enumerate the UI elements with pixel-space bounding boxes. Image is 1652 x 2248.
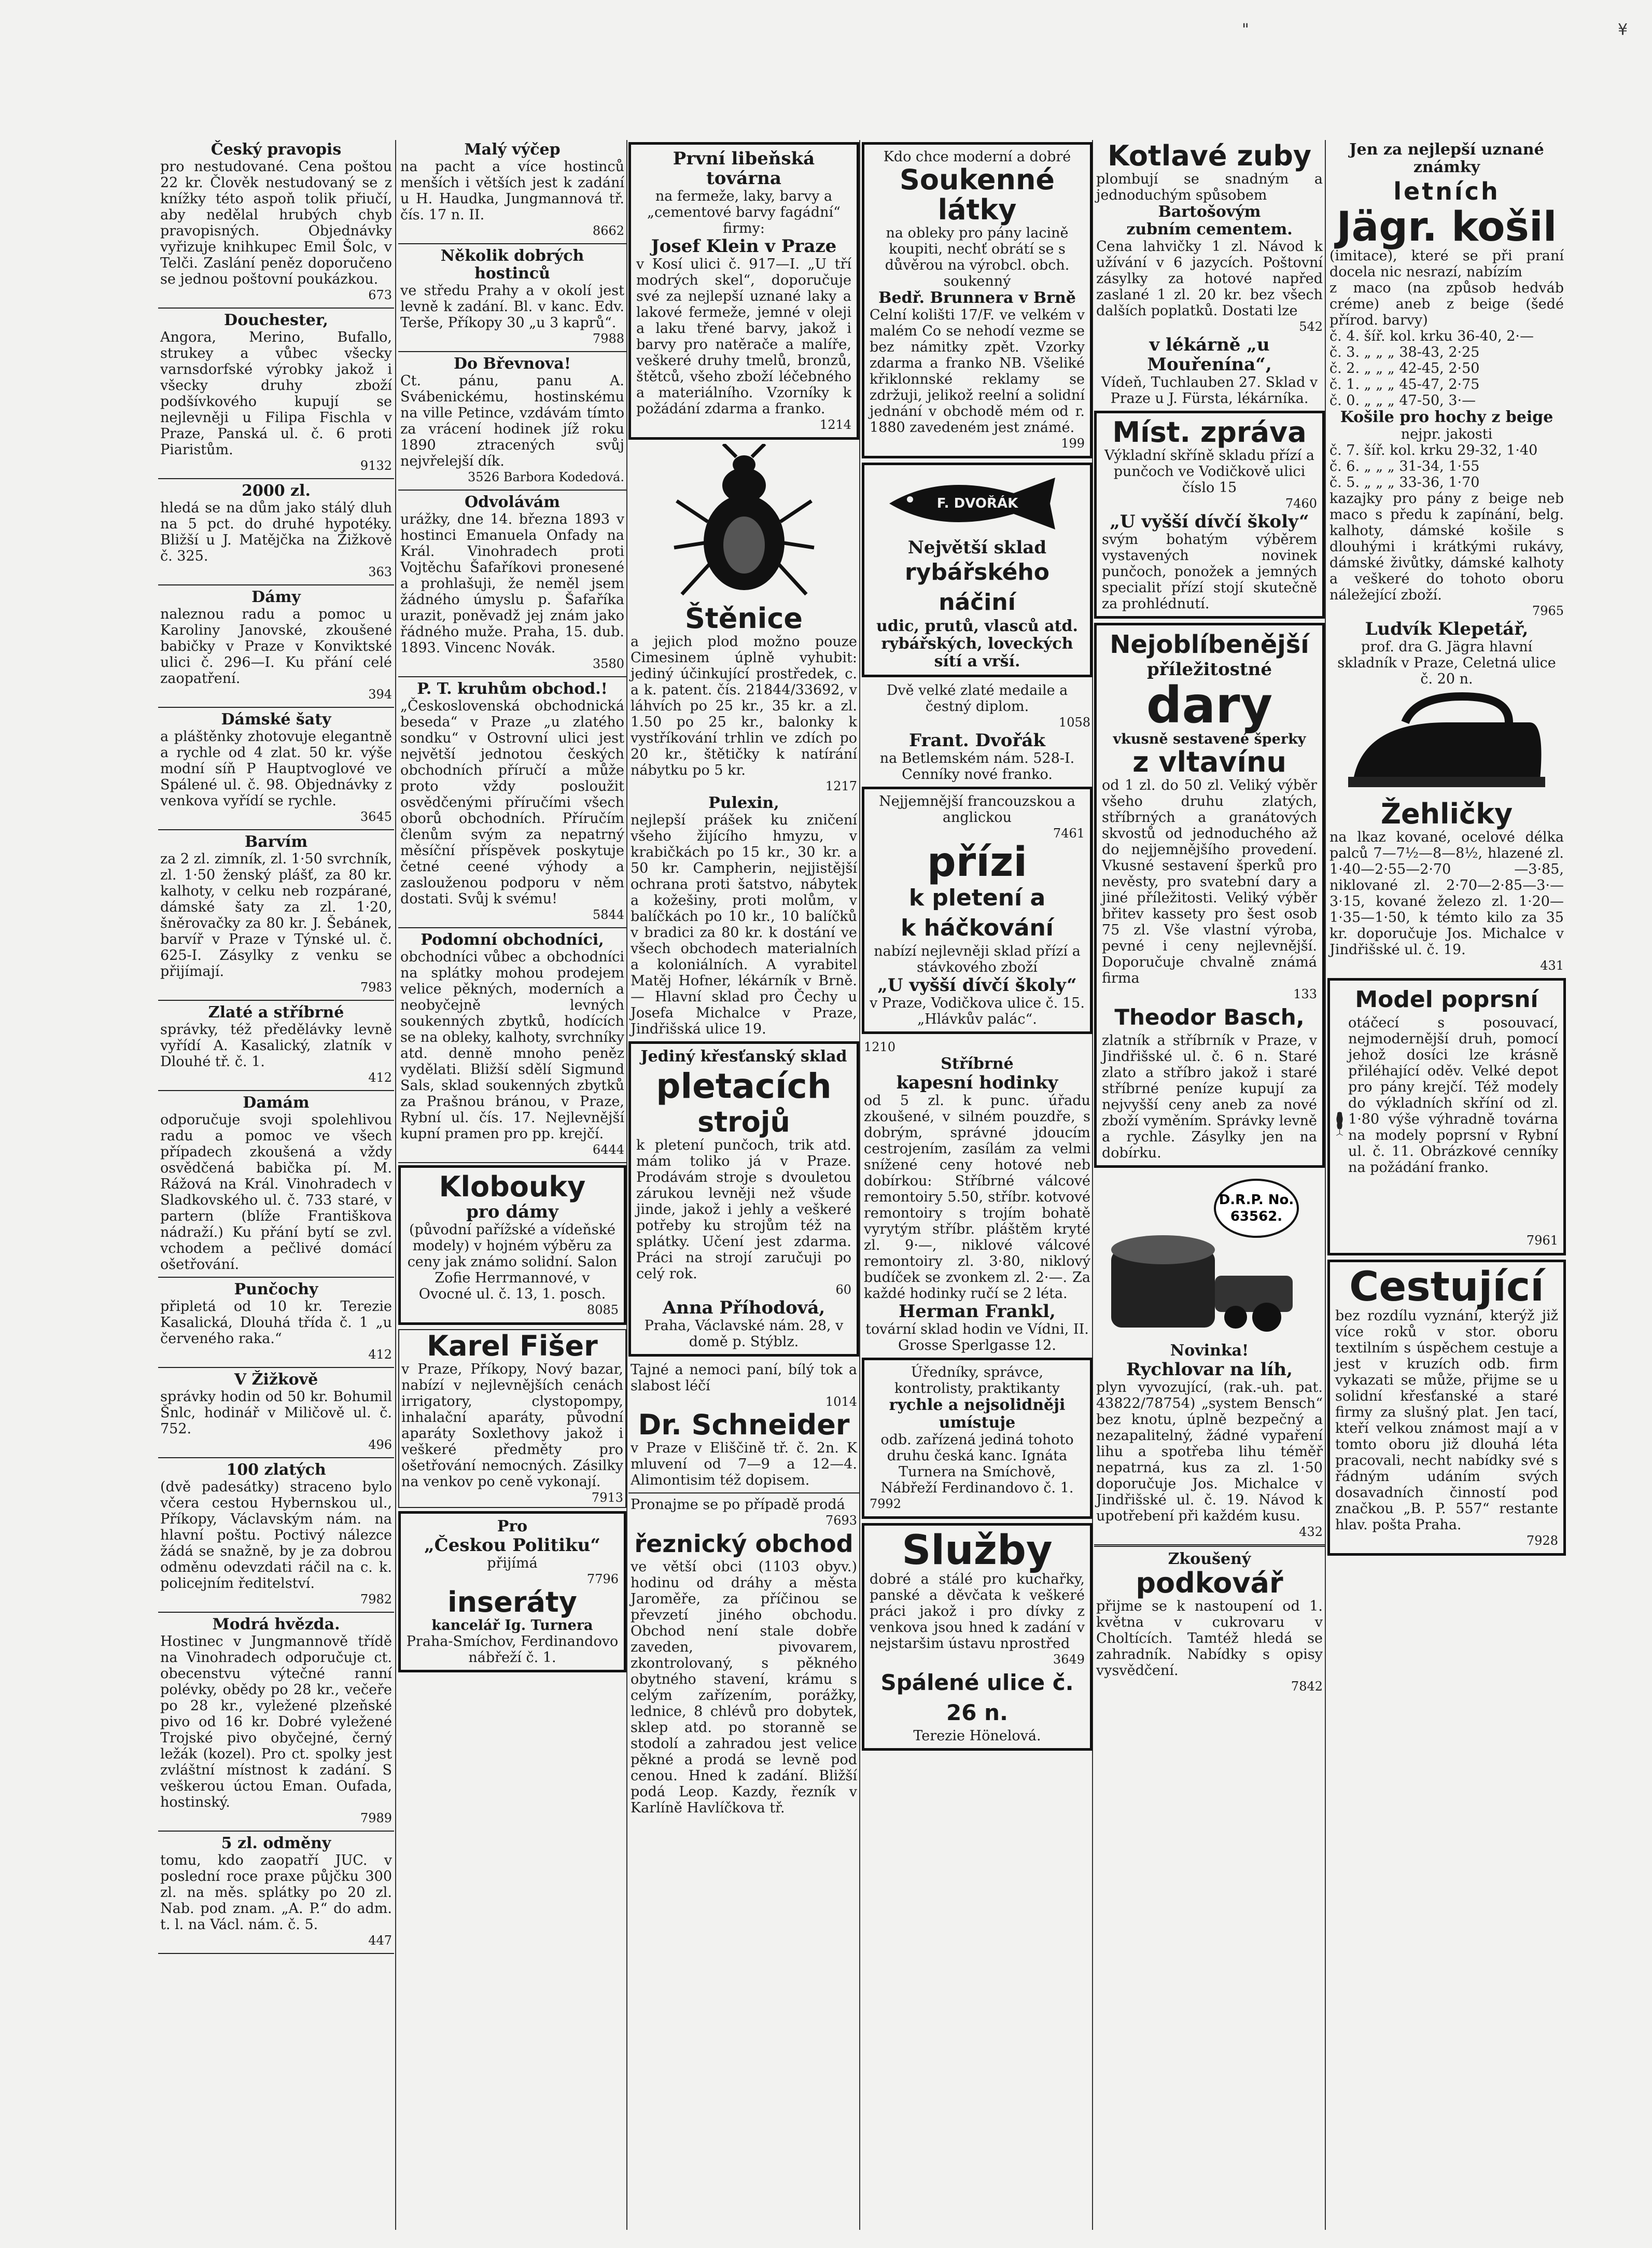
ad-title: Spálené ulice č. 26 n. [880,1670,1074,1725]
ad-body: správky hodin od 50 kr. Bohumil Šnlc, hodinář v Miličově ul. č. 752. [160,1389,392,1437]
ad-title: k pletení a [908,885,1046,911]
price-row: č. 2. „ „ „ 42-45, 2·50 [1329,360,1480,376]
ad-body: na fermeže, laky, barvy a „cementové barvy fagádní“ firmy: [647,188,841,236]
ad-title: dary [1146,676,1273,734]
ad-body: (imitace), které se při praní docela nic nesrazí, nabízím [1329,248,1564,280]
ad-body: ve větší obci (1103 obyv.) hodinu od dráhy a města Jaroměře, za příčinou se převzetí jiného obchodu. Obchod není stale dobře zaveden, pivovarem, zkontrolovaný, s pěkného obytného stavení, krámu s celým zařízením, porážky, lednice, 8 chlévů pro dobytek, sklep atd. po storanně se stodolí a zahradou jest velice pěkné a prodá se levně pod cenou. Hned k zadání. Bližší podá Leop. Kazdy, řezník v Karlíně Havlíčkova tř. [631,1559,857,1816]
price-row: č. 7. šíř. kol. krku 29-32, 1·40 [1329,442,1538,458]
ad-body: v Praze v Eliščině tř. č. 2n. K mluvení od 7—9 a 12—4. Alimontisim též dopisem. [631,1440,857,1488]
ad-dary [1094,623,1325,1168]
ad-number: 431 [1540,958,1564,973]
classified-ad [158,832,394,997]
ad-body: ve středu Prahy a v okolí jest levně k zadání. Bl. v kanc. Edv. Terše, Příkopy 30 „u 3 kaprů“. [400,283,624,331]
ad-body: na pacht a více hostinců menších i větších jest k zadání u H. Haudka, Jungmannová tř. čís. 17 n. II. [400,159,624,223]
price-list [1329,442,1564,491]
ad-body: Hostinec v Jungmannově třídě na Vinohradech odporučuje ct. obecenstvu výtečné ranní polévky, obědy po 28 kr., večeře po 28 kr., vyležené plzeňské pivo od 16 kr. Dobré vyležené Trojské pivo obyčejné, černý ležák (kozel). Pro ct. spolky jest zvláštní místnost k zadání. S veškerou úctou Eman. Oufada, hostinský. [160,1633,392,1810]
ad-prizi [862,787,1093,1034]
ad-body: připletá od 10 kr. Terezie Kasalická, Dlouhá třída č. 1 „u červeného raka.“ [160,1298,392,1347]
ad-number: 8662 [592,224,624,238]
ad-body: Úředníky, správce, kontrolisty, praktikanty [894,1364,1060,1397]
ad-reznicky-obchod [628,1496,859,1817]
ad-body: Cena lahvičky 1 zl. Návod k užívání v 6 jazycích. Poštovní zásylky za hotové napřed zaslané 1 zl. 20 kr. bez všech dalších poplatků. Dostati lze [1096,239,1323,319]
ad-model-poprsni [1327,978,1566,1255]
ad-number: 3526 Barbora Kodedová. [468,470,624,484]
ad-title: přízi [927,839,1028,886]
separator [158,1831,394,1832]
classified-ad [158,481,394,581]
price-list [1329,328,1564,409]
ad-title: Damám [243,1094,310,1112]
ad-number: 394 [368,687,392,702]
separator [158,478,394,479]
price-row: č. 3. „ „ „ 38-43, 2·25 [1329,344,1480,360]
ad-address: v Praze, Vodičkova ulice č. 15. „Hlávkův palác“. [870,995,1085,1027]
ad-subtitle: pro dámy [466,1202,558,1222]
ad-title: Míst. zpráva [1112,416,1307,449]
ad-title: Malý výčep [464,141,561,159]
ad-body: a jejich plod možno pouze Cimesinem úplně vyhubit: jediný účinkující prostředek, c. a k. patent. čís. 21844/33692, v láhvích po 25 kr., 35 kr. a zl. 1.50 po 25 kr., balonky k vystříkování trhlin ve zdích po 20 kr., štětičky k natírání nábytku po 5 kr. [631,634,857,778]
ad-title: kapesní hodinky [896,1072,1058,1093]
ad-body: obchodníci vůbec a obchodníci na splátky mohou prodejem velice pěkných, moderních a neobyčejně levných soukenných zbytků, hodících se na obleky, kalhoty, svrchníky atd. denně mnoho peněz vydělati. Bližší sdělí Sigmund Sals, sklad soukenných zbytků za Prašnou bránou, v Praze, Rybní ul. čís. 17. Nejlevnější kupní pramen pro pp. krejčí. [400,949,624,1142]
ad-body: Tajné a nemoci paní, bílý tok a slabost léčí [631,1362,857,1394]
ad-number: 1217 [825,779,857,793]
classified-ad [398,354,626,486]
ad-body: „Československá obchodnická beseda“ v Praze „u zlatého sondku“ v Ostrovní ulici jest největší jednotou českých obchodních příručí a může proto vždy posloužit osvědčenými příručími všech oborů obchodních. Příručím členům svým za nepatrný měsíční příspěvek poskytuje četné ceené výhody a zaslouženou podporu v něm dostati. Svůj k svému! [400,698,624,907]
ad-number: 9132 [360,458,392,473]
ad-body: pro nestudované. Cena poštou 22 kr. Člověk nestudovaný se z knížky této aspoň tolik přiučí, aby nedělal hrubých chyb pravopisných. Objednávky vyřizuje knihkupec Emil Šolc, v Telči. Zaslání peněz doporučeno se jednou poštovní poukázkou. [160,159,392,287]
ad-body: přijímá [487,1555,538,1571]
ad-body: a pláštěnky zhotovuje elegantně a rychle od 4 zlat. 50 kr. výše modní síň P Hauptvoglové ve Spálené ul. č. 98. Objednávky z venkova vyřídí se rychle. [160,729,392,809]
ad-body: urážky, dne 14. března 1893 v hostinci Emanuela Onfady na Král. Vinohradech proti Vojtěchu Šafaříkovi pronesené a prohlašuji, že neměl jsem žádného úmyslu p. Šafaříka urazit, poněvadž jej znám jako řádného muže. Praha, 15. dub. 1893. Vincenc Novák. [400,511,624,656]
ad-name: Herman Frankl, [899,1301,1056,1322]
ad-body: na obleky pro pány lacině koupiti, nechť obrátí se s důvěrou na výrobcl. obch. soukenný [885,225,1070,289]
separator [158,829,394,830]
ad-klobouky [398,1165,626,1325]
ad-number: 7965 [1532,604,1564,618]
ad-title: První libeňská továrna [673,148,815,189]
separator [158,707,394,708]
classified-ad [158,311,394,475]
ad-body: odb. zařízená jediná tohoto druhu česká kanc. Ignáta Turnera na Smíchově, Nábřeží Ferdinandovo č. 1. [880,1432,1074,1496]
ad-body: kancelář Ig. Turnera [431,1617,593,1633]
stamp-text: 63562. [1230,1209,1282,1224]
price-row: č. 5. „ „ „ 33-36, 1·70 [1329,474,1480,491]
ad-title: Soukenné látky [899,163,1055,226]
column-rule [395,140,396,2230]
ad-body: (původní pařížské a vídeňské modely) v hojném výběru za ceny jak známo solidní. Salon Zofie Herrmannové, v Ovocné ul. č. 13, 1. posch. [407,1222,618,1302]
ad-title: Zkoušený [1168,1550,1251,1568]
ad-number: 133 [1293,987,1317,1001]
ad-soukenne-latky [862,142,1093,458]
ad-body: od 1 zl. do 50 zl. Veliký výběr všeho druhu zlatých, stříbrných a granátových skvostů od jednoduchého až do nejjemnějšího provedení. Vkusné sestavení šperků pro nevěsty, pro svatební dary a jiné příležitosti. Veliký výběr břitev kassety pro šest osob 75 zl. Vše vlastní výroba, pevné i ceny nejlevnější. Doporučuje chvalně známá firma [1102,777,1317,986]
column-3 [628,140,859,2230]
ad-jager-kosile [1327,140,1566,688]
ad-podkovar [1094,1549,1325,1696]
ad-body: v Praze, Příkopy, Nový bazar, nabízí v nejlevnějších cenách irrigatory, clystopompy, inhalační aparáty, původní aparáty Soxlethovy jakož i veškeré předměty pro ošetřování nemocných. Zásilky na venkov po ceně vykonají. [401,1361,623,1490]
ad-dvorak [862,681,1093,784]
ad-body: dobré a stálé pro kuchařky, panské a děvčata k veškeré práci jakož i pro dívky z venkova jsou hned k zadání v nejstaršim ústavu nprostřed [870,1571,1085,1652]
ad-name: Ludvík Klepetář, [1365,619,1529,639]
classified-ad [158,1460,394,1609]
ad-number: 7796 [586,1572,619,1586]
edge-mark: " [1242,21,1249,39]
ad-body: nejpr. jakosti [1401,426,1493,442]
ad-title: Do Břevnova! [453,355,571,373]
ad-content [1335,1015,1558,1233]
ad-body: v Kosí ulici č. 917—I. „U tří modrých skel“, doporučuje své za nejlepší uznané laky a lakové fermeže, jemné v oleji a laku třené barvy, jakož i barvy pro natěrače a malíře, veškeré druhy tmelů, bronzů, štětců, všeho zboží léčebného a materiálního. Vzorníky k požádání zdarma a franko. [636,256,851,417]
ad-body: naleznou radu a pomoc u Karoliny Janovské, zkoušené babičky v Praze v Konviktské ulici č. 296—I. Ku přání celé zaopatření. [160,606,392,687]
column-rule [626,140,627,2230]
ad-body: od 5 zl. k punc. úřadu zkoušené, v silném pouzdře, s dobrým, správné jdoucím cestrojením, zasílám za velmi snížené ceny hotové neb dobírkou: Stříbrné válcové remontoiry 5.50, stříbr. kotvové remontoiry s trojím bohatě vyrytým stříbr. pláštěm kryté zl. 9·—, niklové válcové remontoiry zl. 3·80, niklový budíček se zvonkem zl. 2·—. Za každé hodinky ručí se 2 léta. [864,1093,1090,1302]
edge-mark: ¥ [1618,21,1628,39]
ad-number: 7961 [1526,1233,1558,1248]
ad-subtitle: Košile pro hochy z beige [1340,408,1553,426]
ad-body: k pletení punčoch, trik atd. mám toliko já v Praze. Prodávám stroje s dvouletou zárukou levněji než všude jinde, jakož i jehly a veškeré potřeby ku strojům též na splátky. Učení jest zdarma. Práci na strojí zaručuji po celý rok. [636,1137,851,1282]
column-rule [1325,140,1326,2230]
separator [398,351,626,352]
ad-title: Největší sklad [907,537,1047,558]
separator [158,1953,394,1954]
separator [398,490,626,491]
ad-number: 199 [1061,436,1085,451]
ad-schneider [628,1361,859,1489]
ad-mistni-zprava [1094,411,1325,619]
ad-title: z vltavínu [1132,746,1286,778]
classified-ad [398,493,626,673]
ad-body: svým bohatým výběrem vystavených novinek punčoch, ponožek a jemných specialit přízí stojí skutečně za prohlédnutí. [1102,532,1317,612]
ad-cestujici [1327,1260,1566,1556]
ad-number: 412 [368,1070,392,1085]
ad-title: Rychlovar na líh, [1126,1359,1293,1380]
dress-form-illustration [1335,1015,1344,1233]
ad-title-big: pletacích [656,1066,832,1106]
ad-name: zubním cementem. [1126,220,1293,239]
ad-body: Angora, Merino, Bufallo, strukey a vůbec všecky varnsdorfské výrobky jakož i všecky druhy zboží podšívkového kupují se nejlevněji u Filipa Fischla v Praze, Panská ul. č. 6 proti Piaristům. [160,329,392,458]
column-2 [398,140,626,2230]
ad-title: k háčkování [901,915,1054,941]
ad-name: Frant. Dvořák [908,730,1045,751]
ad-address: Vídeň, Tuchlauben 27. Sklad v Praze u J. Fürsta, lékárníka. [1101,374,1318,407]
ad-name: Anna Příhodová, [662,1297,825,1318]
ad-title: Modrá hvězda. [212,1615,340,1633]
ad-title: Pulexin, [708,794,779,812]
ad-number: 363 [368,565,392,579]
ad-sluzby [862,1523,1093,1751]
ad-title: rychle a nejsolidněji umístuje [889,1396,1066,1432]
ad-title: Barvím [244,833,308,851]
ad-title: 2000 zl. [242,482,311,500]
ad-title: Douchester, [224,311,328,329]
ad-title: Punčochy [234,1280,318,1298]
classified-ad [398,679,626,924]
ad-number: 5844 [592,907,624,922]
ad-title-inseraty: inseráty [447,1586,577,1618]
ad-number: 7982 [360,1592,392,1607]
ad-number: 3649 [1053,1652,1085,1667]
ad-number: 673 [368,288,392,302]
price-row: č. 0. „ „ „ 47-50, 3·— [1329,393,1476,409]
ad-body: za 2 zl. zimník, zl. 1·50 svrchník, zl. 1·50 ženský plášť, za 80 kr. kalhoty, v celku neb rozpárané, dámské šaty za zl. 1·20, šněrovačky za 80 kr. J. Šebánek, barvíř v Praze v Týnské ul. č. 625-I. Zásylky z venku se přijímají. [160,851,392,980]
ad-body: udic, prutů, vlasců atd. rybářských, loveckých sítí a vrší. [876,617,1078,671]
ad-title: Klobouky [439,1170,586,1203]
ad-title: Český pravopis [211,141,342,159]
ad-title: 100 zlatých [226,1461,326,1479]
separator [158,308,394,309]
ad-address: prof. dra G. Jägra hlavní skladník v Praze, Celetná ulice č. 20 n. [1337,639,1556,687]
ad-title: Žehličky [1380,798,1513,830]
ad-name: Bartošovým [1158,203,1261,221]
ad-uradnici [862,1358,1093,1519]
ad-title: Pro [497,1517,528,1535]
ad-title: 5 zl. odměny [221,1834,331,1852]
ad-number: 7983 [360,980,392,995]
separator [158,1090,394,1091]
ad-title: příležitostné [1147,659,1272,680]
ad-stenice [628,603,859,1038]
ad-title: rybářského náčiní [905,559,1049,616]
ad-number: 3645 [360,809,392,824]
ad-title: Model poprsní [1355,986,1538,1013]
ad-number: 542 [1299,319,1323,334]
ad-title: letních [1393,177,1500,205]
ad-number: 447 [368,1933,392,1948]
ad-number: 7460 [1285,496,1317,511]
price-row: č. 1. „ „ „ 45-47, 2·75 [1329,376,1480,393]
ad-number: 1214 [819,417,851,432]
ad-address: tovární sklad hodin ve Vídni, II. Grosse Sperlgasse 12. [865,1321,1089,1353]
ad-klein [628,142,859,440]
ad-title: Několik dobrých hostinců [440,247,584,283]
ad-title-big: strojů [697,1106,790,1138]
ad-zehlicky [1327,798,1566,975]
ad-address: zlatník a stříbrník v Praze, v Jindřišské ul. č. 6 n. Staré zlato a stříbro jakož i staré stříbrné peníze kupují za nejvyšší ceny aneb za nové zboží vyměním. Správky levně a rychle. Zásylky jen na dobírku. [1102,1032,1317,1161]
ad-body: Celní kolišti 17/F. ve velkém v malém Co se nehodí vezme se bez námitky zpět. Vzorky zdarma a franko NB. Všeliké křiklonnské reklamy se zdržuji, jelikož reelní a solidní jednání v obchodě mém od r. 1880 zavedeném jest známé. [870,307,1085,436]
fish-illustration [879,472,1076,535]
ad-body: Ct. pánu, panu A. Svábenickému, hostinskému na ville Petince, vzdávám tímto za vrácení hodinek jíž roku 1890 ztracených svůj nejvřelejší dík. [400,373,624,469]
classified-ad [398,140,626,240]
ad-body: plyn vyvozující, (rak.-uh. pat. 43822/78754) „system Bensch“ bez knotu, úplně bezpečný a nezapalitelný, žádné vypaření lihu a spotřeba lihu téměř nepatrná, kus za zl. 1·50 doporučuje Jos. Michalce v Jindřišské ul. č. 19. Návod k upotřebení při každém kusu. [1096,1379,1323,1524]
ad-body: Výkladní skříně skladu přízí a punčoch ve Vodičkově ulici číslo 15 [1104,448,1314,496]
separator [158,1367,394,1368]
ad-body: hledá se na dům jako stálý dluh na 5 pct. do druhé hypotéky. Bližší u J. Matějčka na Žižkově č. 325. [160,500,392,564]
ad-hodinky [862,1038,1093,1355]
column-5 [1094,140,1325,2230]
ad-number: 6444 [592,1142,624,1157]
ad-body: tomu, kdo zaopatří JUC. v poslední roce praxe půjčku 300 zl. na měs. splátky po 20 zl. Nab. pod znam. „A. P.“ do adm. t. l. na Václ. nám. č. 5. [160,1852,392,1933]
ad-body: Kdo chce moderní a dobré [883,149,1071,165]
ad-body: nabízí nejlevněji sklad přízí a stávkového zboží [874,943,1081,975]
ad-title: P. T. kruhům obchod.! [417,680,608,698]
ad-title: Odvolávám [465,493,560,511]
ad-number: 7992 [870,1497,902,1511]
ad-number: 7989 [360,1811,392,1825]
ad-name: Josef Klein v Praze [651,236,837,257]
classified-ad [158,710,394,826]
classified-ad [158,588,394,704]
ad-number: 60 [835,1282,851,1297]
iron-illustration [1343,691,1550,795]
classified-ad [398,246,626,348]
ad-title: Cestující [1349,1264,1544,1310]
ad-title: Jen za nejlepší uznané známky [1349,141,1544,176]
separator [398,1162,626,1163]
separator [158,1612,394,1613]
ad-title: Stříbrné [941,1055,1014,1073]
ad-title: řeznický obchod [634,1530,853,1558]
separator [158,1457,394,1458]
ad-ceska-politika [398,1511,626,1672]
ad-number: 7842 [1291,1679,1323,1694]
ad-title: Dámské šaty [221,710,331,729]
classified-ad [158,1003,394,1087]
ad-name: Bedř. Brunnera v Brně [878,289,1076,307]
ad-kotlave-zuby [1094,140,1325,408]
ad-fiser [398,1329,626,1508]
bedbug-illustration [671,444,817,599]
ad-body: správky, též předělávky levně vyřídí A. Kasalický, zlatník v Dlouhé tř. č. 1. [160,1022,392,1070]
ad-number: 496 [368,1437,392,1452]
classified-ad [158,1280,394,1364]
column-4 [862,140,1093,2230]
ad-title: Štěnice [685,602,803,635]
column-rule [859,140,860,2230]
separator [398,927,626,928]
ad-title: v lékárně „u Mouřenína“, [1147,334,1272,375]
ad-body: Nejjemnější francouzskou a anglickou [879,793,1075,826]
ad-title: podkovář [1136,1567,1283,1599]
ad-body: plombují se snadným a jednoduchým spůsobem [1096,171,1323,203]
ad-body: kazajky pro pány z beige neb maco s předu k zapínání, belg. kalhoty, dámské košile s dlouhými i krátkými rukávy, dámské živůtky, dámské kalhoty a veškeré do tohoto oboru náležející zboží. [1329,491,1564,603]
price-row: č. 6. „ „ „ 31-34, 1·55 [1329,458,1480,474]
fish-label: F. DVOŘÁK [936,496,1018,511]
separator [158,1277,394,1278]
ad-pletaci-stroje [628,1041,859,1357]
classified-ad [158,1834,394,1950]
ad-title: Nejoblíbenější [1110,630,1309,659]
classified-ad [158,1615,394,1827]
classified-ad [158,1093,394,1274]
ad-number: 1210 [864,1040,896,1054]
ad-title: Dámy [251,588,301,606]
ad-name: „U vyšší dívčí školy“ [1110,511,1309,532]
ad-name: „U vyšší dívčí školy“ [877,975,1077,996]
ad-title: Jediný křesťanský sklad [640,1048,847,1066]
separator [158,584,394,585]
ad-address: Praha-Smíchov, Ferdinandovo nábřeží č. 1. [406,1633,619,1666]
classified-ad [398,930,626,1159]
ad-number: 7693 [825,1513,857,1528]
ad-title: Služby [902,1527,1053,1574]
ad-number: 412 [368,1347,392,1362]
classified-ad [158,1370,394,1454]
ad-body: přijme se k nastoupení od 1. května v cukrovaru v Choltících. Tamtéž hledá se zahradník. Nabídky s opisy vysvědčení. [1096,1598,1323,1679]
ad-address: Praha, Václavské nám. 28, v domě p. Stýblz. [644,1318,844,1350]
ad-body: vkusně sestavené šperky [1113,731,1306,747]
ad-title: Podomní obchodníci, [421,931,604,949]
ad-title: Karel Fišer [427,1330,598,1362]
ad-number: 8085 [586,1303,619,1317]
ad-number: 432 [1299,1525,1323,1539]
separator [628,1492,859,1493]
stamp-text: D.R.P. No. [1219,1192,1294,1208]
ad-body: odporučuje svoji spolehlivou radu a pomoc ve všech případech zkoušená a vždy osvědčená babička pí. M. Rážová na Král. Vinohradech v Sladkovského ul. č. 733 staré, v partern (blíže Františkova nádraží.) Ku přání bytí se zvl. vchodem a pečlivé domácí ošetřování. [160,1112,392,1273]
ad-title: Kotlavé zuby [1107,140,1312,172]
ad-number: 3580 [592,657,624,671]
column-1 [158,140,394,2230]
separator [158,1000,394,1001]
ad-name: Terezie Hönelová. [913,1728,1041,1744]
ad-body: Pronajme se po případě prodá [631,1497,845,1513]
ad-title: Zlaté a stříbrné [208,1003,344,1022]
ad-number: 1058 [1058,715,1090,730]
ad-body: na lkaz kované, ocelové délka palců 7—7½—8—8½, hlazené zl. 1·40—2·55—2·70 —3·85, niklované zl. 2·70—2·85—3·—3·15, kované železo zl. 1·20—1·35—1·50, k témto kilo za 35 kr. doporučuje Jos. Michalce v Jindřišské ul. č. 19. [1329,829,1564,958]
separator [398,676,626,677]
ad-body: bez rozdílu vyznání, kterýž již více roků v stor. oboru textilním s úspěchem cestuje a jest v kruzích odb. firm vykazati se může, přijme se u solidní křesťanské a staré firmy za slušný plat. Jen tací, kteří velkou známost mají a v tomto oboru již dlouhá léta pracovali, necht nabídky své s řádným udáním svých dosavadních činností pod značkou „B. P. 557“ restante hlav. pošta Praha. [1335,1308,1558,1533]
ad-body: nejlepší prášek ku zničení všeho žijícího hmyzu, v krabičkách po 15 kr., 30 kr. a 50 kr. Campherin, nejjistější ochrana proti šatstvo, nábytek a kožešiny, proti molům, v balíčkách po 10 kr., 10 balíčků v bradici za 80 kr. k dostání ve všech obchodech materialních a koloniálních. A vyrabitel Matěj Hofner, lékárník v Brně. — Hlavní sklad pro Čechy u Josefa Michalce v Praze, Jindřišská ulice 19. [631,812,857,1037]
classified-ad [158,140,394,304]
ad-number: 7913 [591,1490,623,1505]
ad-number: 7928 [1526,1533,1558,1548]
ad-name: Theodor Basch, [1114,1004,1305,1030]
ad-body: (dvě padesátky) straceno bylo včera cestou Hybernskou ul., Příkopy, Václavským nám. na hlavní poštu. Poctivý nálezce žádá se snažně, by je za dobrou odměnu odevzdati ráčil na c. k. policejním ředitelství. [160,1479,392,1591]
price-row: č. 4. šíř. kol. krku 36-40, 2·— [1329,328,1534,344]
ad-number: 1014 [825,1394,857,1409]
ad-body: z maco (na způsob hedváb créme) aneb z beige (šedé přírod. barvy) [1329,280,1564,328]
ad-rybarske-nacini [862,463,1093,677]
ad-address: na Betlemském nám. 528-I. Cenníky nové franko. [879,750,1075,783]
ad-title: V Žižkově [234,1371,318,1389]
ad-number: 7988 [592,331,624,346]
ad-subtitle: „Českou Politiku“ [424,1535,600,1556]
ad-number: 7461 [1053,826,1085,841]
ad-rychlovar [1094,1341,1325,1541]
spirit-cooker-illustration [1101,1172,1319,1338]
ad-title: Novinka! [1170,1342,1249,1360]
ad-body: otáčecí s posouvací, nejmodernější druh, pomocí jehož dosíci lze krásně přiléhající oděv. Velké depot pro pány krejčí. Též modely do výkladních skříní od zl. 1·80 výše výhradně továrna na modely poprsní v Rybní ul. č. 11. Obrázkové cenníky na požádání franko. [1348,1015,1558,1176]
separator [1094,1544,1325,1547]
ad-name: Dr. Schneider [638,1408,850,1441]
separator [398,243,626,244]
ad-title: Jägr. košil [1336,204,1557,250]
column-6 [1327,140,1566,2230]
ad-body: Dvě velké zlaté medaile a čestný diplom. [886,682,1068,715]
